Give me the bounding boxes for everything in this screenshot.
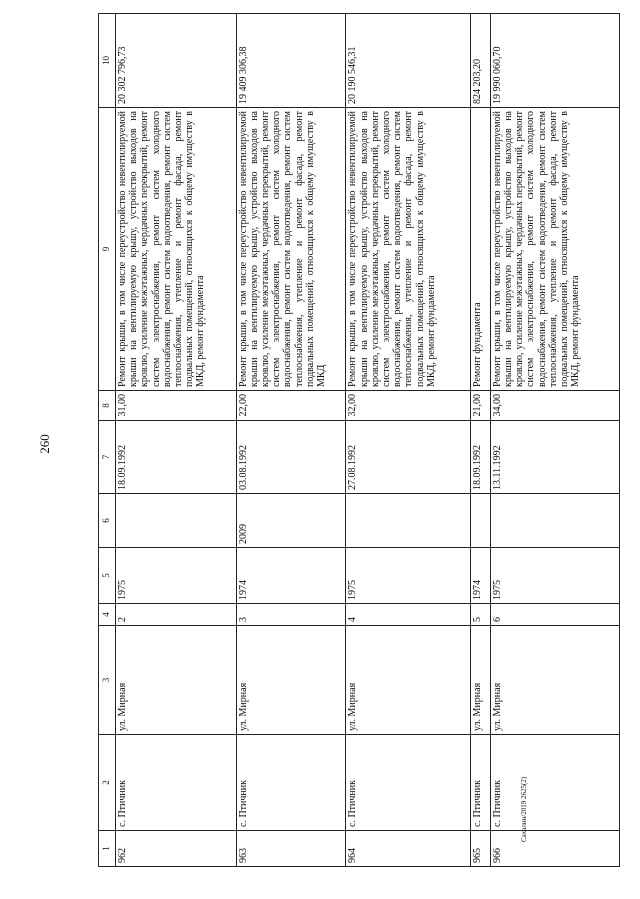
settlement: с. Птичник xyxy=(346,735,471,831)
header-cell: 4 xyxy=(99,604,116,626)
value: 34,00 xyxy=(490,391,619,421)
year-repair: 2009 xyxy=(236,494,346,548)
year-built: 1975 xyxy=(346,548,471,604)
rotated-table-container xyxy=(98,14,620,867)
row-number: 963 xyxy=(236,831,346,867)
house-number: 4 xyxy=(346,604,471,626)
work-description: Ремонт крыши, в том числе переустройство невентилируемой крыши на вентилируемую крышу, устройство выходов на кровлю, усиление межэтажных, чердачных перекрытий, ремонт систем электроснабжения, ремонт систем холодного водоснабжения, ремонт систем водоотведения, ремонт систем теплоснабжения, утепление и ремонт фасада, ремонт подвальных помещений, относящихся к общему имуществу в МКД, ремонт фундамента xyxy=(490,108,619,391)
header-cell: 8 xyxy=(99,391,116,421)
cost: 19 990 060,70 xyxy=(490,14,619,108)
header-cell: 7 xyxy=(99,421,116,494)
year-repair xyxy=(346,494,471,548)
cost: 20 190 546,31 xyxy=(346,14,471,108)
row-number: 966 xyxy=(490,831,619,867)
row-number: 962 xyxy=(116,831,237,867)
date: 18.09.1992 xyxy=(116,421,237,494)
header-cell: 2 xyxy=(99,735,116,831)
year-repair xyxy=(116,494,237,548)
house-number: 3 xyxy=(236,604,346,626)
header-cell: 3 xyxy=(99,626,116,735)
page-number: 260 xyxy=(37,434,52,454)
street: ул. Мирная xyxy=(116,626,237,735)
year-built: 1975 xyxy=(116,548,237,604)
date: 27.08.1992 xyxy=(346,421,471,494)
value: 22,00 xyxy=(236,391,346,421)
settlement: с. Птичник xyxy=(236,735,346,831)
table-row xyxy=(236,14,346,867)
street: ул. Мирная xyxy=(471,626,490,735)
cost: 20 302 796,73 xyxy=(116,14,237,108)
year-built: 1974 xyxy=(471,548,490,604)
header-cell: 6 xyxy=(99,494,116,548)
house-number: 6 xyxy=(490,604,619,626)
year-repair xyxy=(471,494,490,548)
date: 13.11.1992 xyxy=(490,421,619,494)
repair-program-table xyxy=(98,13,620,867)
value: 31,00 xyxy=(116,391,237,421)
street: ул. Мирная xyxy=(490,626,619,735)
date: 03.08.1992 xyxy=(236,421,346,494)
table-row xyxy=(490,14,619,867)
work-description: Ремонт крыши, в том числе переустройство невентилируемой крыши на вентилируемую крышу, устройство выходов на кровлю, усиление межэтажных, чердачных перекрытий, ремонт систем электроснабжения, ремонт систем холодного водоснабжения, ремонт систем водоотведения, ремонт систем теплоснабжения, утепление и ремонт фасада, ремонт подвальных помещений, относящихся к общему имуществу в МКД, ремонт фундамента xyxy=(346,108,471,391)
cost: 19 409 306,38 xyxy=(236,14,346,108)
row-number: 964 xyxy=(346,831,471,867)
settlement: с. Птичник xyxy=(116,735,237,831)
year-repair xyxy=(490,494,619,548)
header-cell: 10 xyxy=(99,14,116,108)
year-built: 1974 xyxy=(236,548,346,604)
table-row xyxy=(471,14,490,867)
value: 21,00 xyxy=(471,391,490,421)
header-cell: 1 xyxy=(99,831,116,867)
street: ул. Мирная xyxy=(346,626,471,735)
street: ул. Мирная xyxy=(236,626,346,735)
header-cell: 9 xyxy=(99,108,116,391)
table-row xyxy=(116,14,237,867)
house-number: 2 xyxy=(116,604,237,626)
header-cell: 5 xyxy=(99,548,116,604)
settlement: с. Птичник xyxy=(471,735,490,831)
row-number: 965 xyxy=(471,831,490,867)
year-built: 1975 xyxy=(490,548,619,604)
date: 18.09.1992 xyxy=(471,421,490,494)
work-description: Ремонт крыши, в том числе переустройство невентилируемой крыши на вентилируемую крышу, устройство выходов на кровлю, усиление межэтажных, чердачных перекрытий, ремонт систем электроснабжения, ремонт систем холодного водоснабжения, ремонт систем водоотведения, ремонт систем теплоснабжения, утепление и ремонт фасада, ремонт подвальных помещений, относящихся к общему имуществу в МКД, ремонт фундамента xyxy=(116,108,237,391)
table-row xyxy=(346,14,471,867)
house-number: 5 xyxy=(471,604,490,626)
settlement: с. Птичник xyxy=(490,735,619,831)
work-description: Ремонт фундамента xyxy=(471,108,490,391)
header-row xyxy=(99,14,116,867)
work-description: Ремонт крыши, в том числе переустройство невентилируемой крыши на вентилируемую крышу, устройство выходов на кровлю, усиление межэтажных, чердачных перекрытий, ремонт систем электроснабжения, ремонт систем холодного водоснабжения, ремонт систем водоотведения, ремонт систем теплоснабжения, утепление и ремонт фасада, ремонт подвальных помещений, относящихся к общему имуществу в МКД xyxy=(236,108,346,391)
value: 32,00 xyxy=(346,391,471,421)
footer-code: Сахалин/2019 2625(2) xyxy=(520,776,528,842)
cost: 824 203,20 xyxy=(471,14,490,108)
